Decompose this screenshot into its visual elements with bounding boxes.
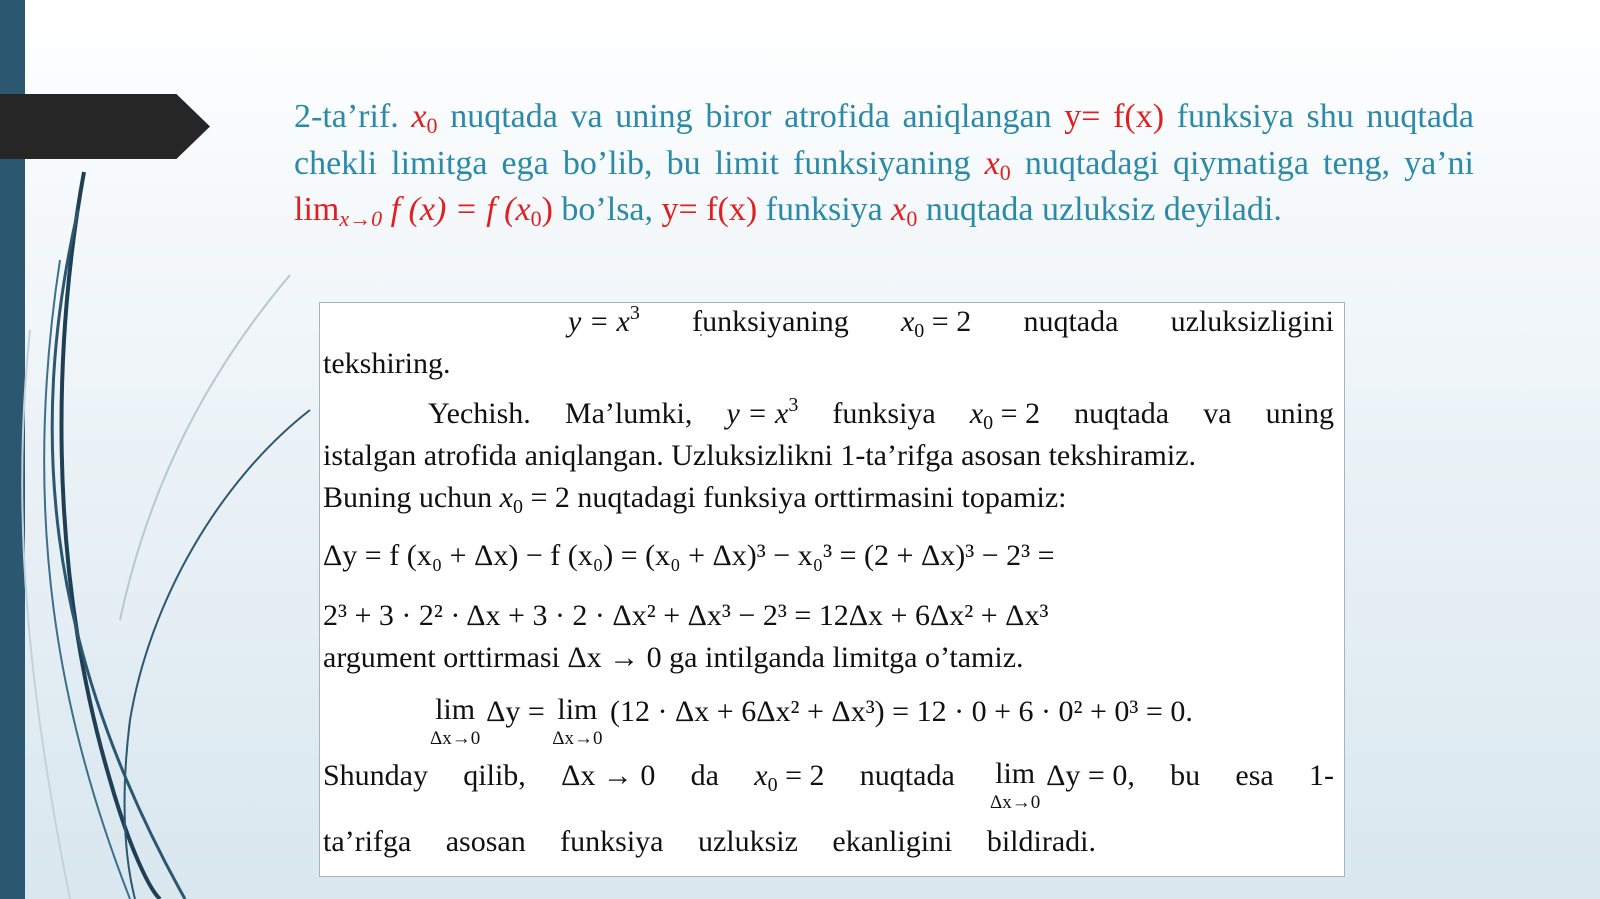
decorative-curves	[0, 0, 320, 899]
function-notation-2: y= f(x)	[661, 191, 758, 228]
equation-limit: lim Δx→0 Δy = lim Δx→0 (12 · Δx + 6Δx² + Δx³) = 12 · 0 + 6 · 0² + 0³ = 0.	[430, 693, 1193, 749]
example-line-5: Buning uchun $x_0 = 2$ nuqtadagi funksiya orttirmasini topamiz:	[323, 481, 1067, 518]
example-line-2: tekshiring.	[323, 347, 451, 380]
point-symbol-3: $x_0$	[891, 191, 918, 231]
point-symbol: $x_0$	[411, 98, 438, 138]
function-notation-1: y= f(x)	[1064, 98, 1165, 135]
definition-text-3: nuqtadagi qiymatiga teng, ya’ni	[1010, 144, 1475, 182]
definition-label: 2-ta’rif.	[294, 98, 399, 135]
example-line-8: argument orttirmasi Δx → 0 ga intilganda limitga o’tamiz.	[323, 641, 1024, 674]
example-line-10: Shunday qilib, Δx → 0 da $x_0 = 2$ nuqtada lim Δx→0 Δy = 0, bu esa 1-	[323, 757, 1334, 813]
limit-formula: $\lim_{x\to 0} f$ (x) = f $(x_0)$	[294, 191, 553, 231]
definition-text-6: nuqtada uzluksiz deyiladi.	[917, 191, 1282, 228]
point-symbol-2: $x_0$	[984, 144, 1011, 185]
example-line-11: ta’rifga asosan funksiya uzluksiz ekanligini bildiradi.	[323, 825, 1096, 858]
definition-paragraph	[294, 94, 1474, 234]
example-line-3: Yechish. Ma’lumki, $y = x^3$ funksiya $x_0 = 2$ nuqtada va uning	[428, 394, 1334, 434]
definition-text-2: funksiya shu nuqtada chekli limitga ega bo’lib, bu limit funksiyaning	[294, 98, 1474, 182]
definition-text-4: bo’lsa,	[552, 191, 662, 228]
definition-text-5: funksiya	[757, 191, 892, 228]
example-line-1: $y = x^3$ funksiyaning $x_0 = 2$ nuqtada uzluksizligini	[568, 302, 1334, 342]
example-line-4: istalgan atrofida aniqlangan. Uzluksizlikni 1-ta’rifga asosan tekshiramiz.	[323, 439, 1197, 472]
equation-expansion: 2³ + 3 · 2² · Δx + 3 · 2 · Δx² + Δx³ − 2³ = 12Δx + 6Δx² + Δx³	[323, 599, 1049, 632]
example-box	[319, 302, 1345, 877]
equation-increment: Δy = f (x₀ + Δx) − f (x₀) = (x₀ + Δx)³ − x₀³ = (2 + Δx)³ − 2³ =	[323, 539, 1055, 572]
definition-text-1: nuqtada va uning biror atrofida aniqlangan	[437, 98, 1065, 135]
